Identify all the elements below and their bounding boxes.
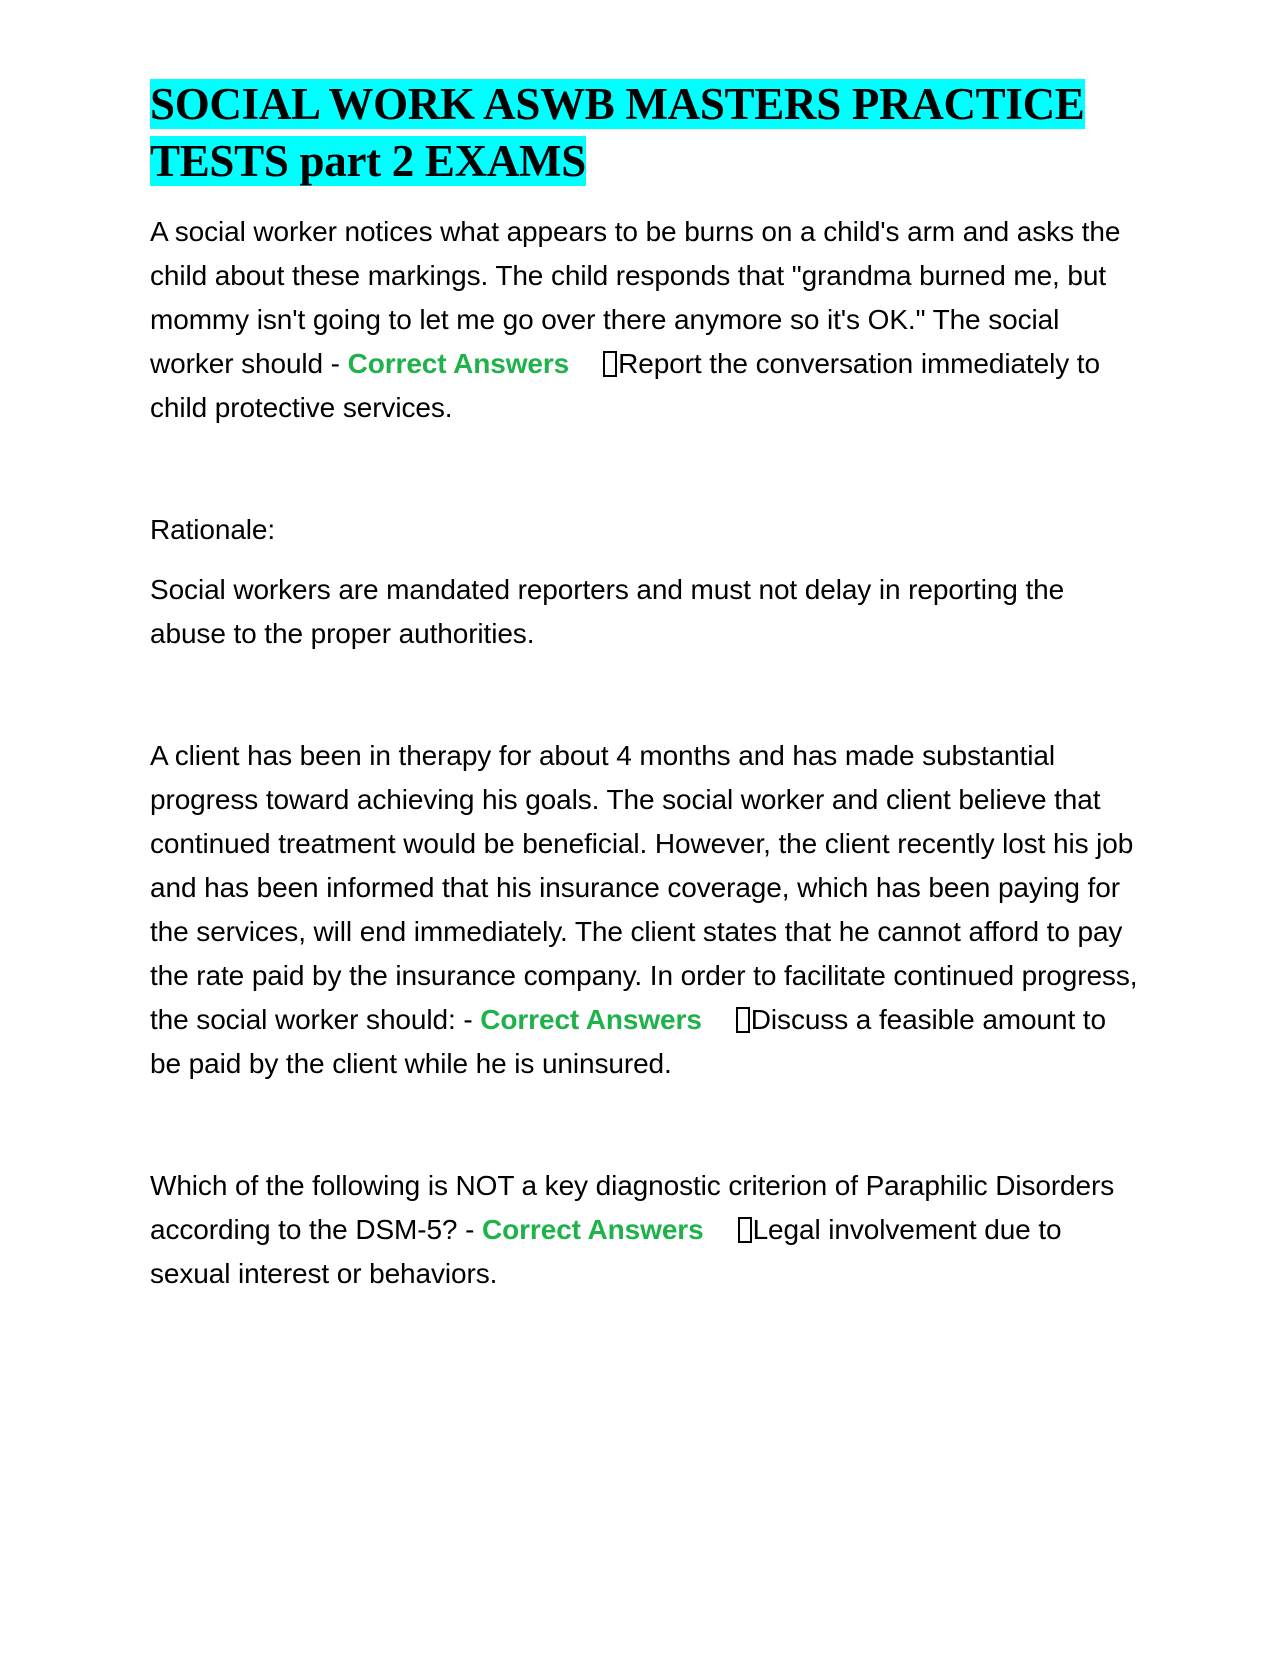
answer-3-text: Legal involvement due to sexual interest or behaviors. [150,1214,1062,1289]
checkbox-icon [736,1007,750,1033]
question-2-text: A client has been in therapy for about 4 months and has made substantial progress toward achieving his goals. The social worker and client believe that continued treatment would be beneficial. However, the client recently lost his job and has been informed that his insurance coverage, which has been paying for the services, will end immediately. The client states that he cannot afford to pay the rate paid by the insurance company. In order to facilitate continued progress, the social worker should: - [150,740,1138,1035]
checkbox-icon [603,351,617,377]
question-1-text: A social worker notices what appears to be burns on a child's arm and asks the child about these markings. The child responds that "grandma burned me, but mommy isn't going to let me go over there anymore so it's OK." The social worker should - [150,216,1121,379]
checkbox-icon [738,1217,752,1243]
question-3 [150,1164,1140,1296]
rationale-text: Social workers are mandated reporters and must not delay in reporting the abuse to the proper authorities. [150,574,1065,649]
correct-answers-label: Correct Answers [347,348,570,379]
document-title [150,76,1140,190]
rationale-label: Rationale: [150,514,276,545]
document-page [150,0,1140,1296]
question-1 [150,210,1140,430]
answer-2-text: Discuss a feasible amount to be paid by the client while he is uninsured. [150,1004,1106,1079]
answer-1-text: Report the conversation immediately to child protective services. [150,348,1100,423]
title-highlight: SOCIAL WORK ASWB MASTERS PRACTICE TESTS part 2 EXAMS [150,79,1085,186]
question-3-text: Which of the following is NOT a key diagnostic criterion of Paraphilic Disorders according to the DSM-5? - [150,1170,1115,1245]
correct-answers-label: Correct Answers [480,1004,702,1035]
question-2 [150,734,1140,1086]
correct-answers-label: Correct Answers [482,1214,704,1245]
